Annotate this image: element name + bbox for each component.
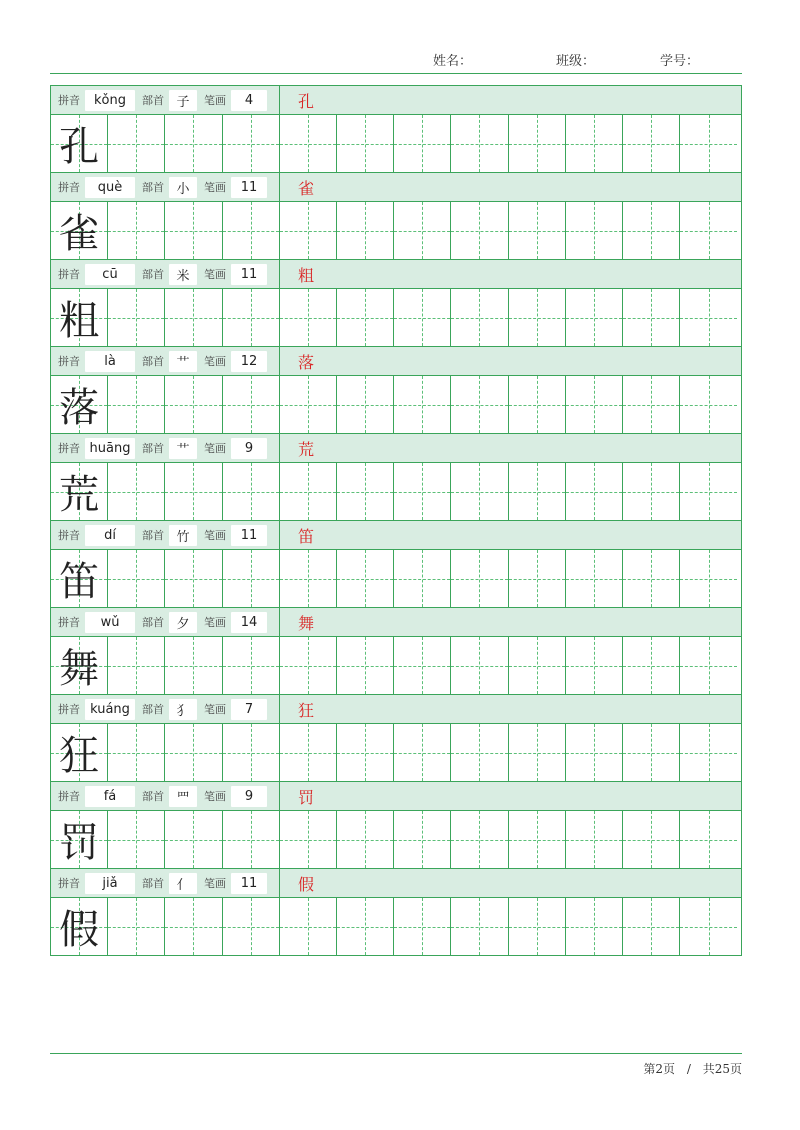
stroke-count-label: 笔画: [204, 442, 226, 455]
info-row: [51, 608, 741, 637]
practice-cell[interactable]: [165, 463, 222, 520]
practice-cell[interactable]: [394, 898, 451, 955]
footer-rule: [50, 1053, 742, 1054]
info-fields: [51, 608, 280, 636]
practice-cell[interactable]: [451, 115, 508, 172]
writing-row: [51, 463, 741, 521]
stroke-order-sequence: [280, 869, 741, 897]
info-row: [51, 173, 741, 202]
stroke-step: [298, 437, 315, 460]
writing-row: [51, 637, 741, 695]
radical-label: 部首: [142, 790, 164, 803]
practice-cell[interactable]: [337, 550, 394, 607]
model-character-cell: [51, 724, 108, 781]
practice-cell[interactable]: [451, 376, 508, 433]
stroke-count-label: 笔画: [204, 94, 226, 107]
practice-cell[interactable]: [165, 637, 222, 694]
stroke-step-text: 雀: [298, 178, 316, 198]
stroke-step: [298, 89, 315, 112]
model-character-cell: [51, 637, 108, 694]
model-character-cell: [51, 289, 108, 346]
practice-cell[interactable]: [223, 115, 280, 172]
stroke-order-sequence: [280, 695, 741, 723]
model-character-cell: [51, 115, 108, 172]
info-fields: [51, 521, 280, 549]
info-fields: [51, 434, 280, 462]
stroke-count-value: 9: [231, 438, 267, 459]
practice-cell[interactable]: [509, 811, 566, 868]
stroke-step: [298, 698, 315, 721]
page-separator: /: [686, 1062, 691, 1076]
stroke-count-value: 9: [231, 786, 267, 807]
practice-cell[interactable]: [623, 289, 680, 346]
character-entry: [51, 869, 741, 956]
pinyin-label: 拼音: [58, 616, 80, 629]
radical-label: 部首: [142, 181, 164, 194]
stroke-step-text: 落: [298, 352, 316, 372]
writing-row: [51, 724, 741, 782]
practice-cell[interactable]: [623, 898, 680, 955]
model-character-cell: [51, 898, 108, 955]
character-entry: [51, 347, 741, 434]
practice-cell[interactable]: [680, 811, 737, 868]
radical-value: 艹: [169, 351, 197, 372]
practice-cell[interactable]: [394, 376, 451, 433]
practice-cell[interactable]: [223, 637, 280, 694]
stroke-step: [298, 263, 315, 286]
practice-cell[interactable]: [623, 463, 680, 520]
info-fields: [51, 260, 280, 288]
practice-cell[interactable]: [509, 550, 566, 607]
page-total: 共25页: [702, 1062, 742, 1076]
info-fields: [51, 86, 280, 114]
practice-cell[interactable]: [566, 463, 623, 520]
radical-value: 犭: [169, 699, 197, 720]
pinyin-value: wǔ: [85, 612, 135, 633]
info-fields: [51, 347, 280, 375]
practice-cell[interactable]: [337, 724, 394, 781]
practice-cell[interactable]: [623, 202, 680, 259]
stroke-count-label: 笔画: [204, 616, 226, 629]
stroke-step: [298, 176, 315, 199]
pinyin-label: 拼音: [58, 268, 80, 281]
pinyin-label: 拼音: [58, 94, 80, 107]
writing-row: [51, 811, 741, 869]
pinyin-value: kǒng: [85, 90, 135, 111]
writing-row: [51, 898, 741, 956]
practice-cell[interactable]: [623, 637, 680, 694]
practice-cell[interactable]: [280, 289, 337, 346]
practice-cell[interactable]: [509, 637, 566, 694]
stroke-count-label: 笔画: [204, 703, 226, 716]
practice-cell[interactable]: [451, 811, 508, 868]
pinyin-label: 拼音: [58, 355, 80, 368]
pinyin-label: 拼音: [58, 790, 80, 803]
practice-cell[interactable]: [394, 550, 451, 607]
stroke-count-value: 11: [231, 873, 267, 894]
model-character-cell: [51, 376, 108, 433]
writing-row: [51, 550, 741, 608]
stroke-step-text: 荒: [298, 439, 316, 459]
stroke-count-label: 笔画: [204, 529, 226, 542]
practice-cell[interactable]: [451, 724, 508, 781]
practice-cell[interactable]: [623, 724, 680, 781]
practice-cell[interactable]: [108, 724, 165, 781]
practice-cell[interactable]: [108, 898, 165, 955]
practice-cell[interactable]: [451, 550, 508, 607]
practice-cell[interactable]: [165, 202, 222, 259]
practice-cell[interactable]: [566, 115, 623, 172]
radical-label: 部首: [142, 442, 164, 455]
practice-cell[interactable]: [566, 811, 623, 868]
practice-cell[interactable]: [108, 115, 165, 172]
practice-cell[interactable]: [337, 376, 394, 433]
info-row: [51, 434, 741, 463]
practice-cell[interactable]: [566, 637, 623, 694]
practice-cell[interactable]: [337, 289, 394, 346]
practice-cell[interactable]: [223, 376, 280, 433]
info-row: [51, 695, 741, 724]
practice-cell[interactable]: [223, 289, 280, 346]
stroke-count-value: 4: [231, 90, 267, 111]
stroke-step: [298, 872, 315, 895]
radical-label: 部首: [142, 355, 164, 368]
radical-label: 部首: [142, 877, 164, 890]
info-row: [51, 521, 741, 550]
practice-cell[interactable]: [394, 463, 451, 520]
practice-cell[interactable]: [394, 637, 451, 694]
character-entry: [51, 86, 741, 173]
stroke-order-sequence: [280, 521, 741, 549]
practice-cell[interactable]: [108, 463, 165, 520]
practice-cell[interactable]: [223, 898, 280, 955]
practice-cell[interactable]: [280, 637, 337, 694]
practice-cell[interactable]: [394, 115, 451, 172]
practice-cell[interactable]: [280, 550, 337, 607]
pinyin-value: jiǎ: [85, 873, 135, 894]
practice-cell[interactable]: [451, 898, 508, 955]
pinyin-label: 拼音: [58, 877, 80, 890]
stroke-count-label: 笔画: [204, 355, 226, 368]
practice-cell[interactable]: [680, 550, 737, 607]
stroke-count-value: 7: [231, 699, 267, 720]
practice-cell[interactable]: [108, 202, 165, 259]
practice-cell[interactable]: [337, 463, 394, 520]
info-row: [51, 782, 741, 811]
practice-cell[interactable]: [337, 811, 394, 868]
model-character: 落: [59, 385, 100, 431]
radical-label: 部首: [142, 529, 164, 542]
practice-cell[interactable]: [566, 550, 623, 607]
model-character: 荒: [59, 472, 100, 518]
practice-cell[interactable]: [451, 637, 508, 694]
stroke-order-sequence: [280, 434, 741, 462]
stroke-count-value: 12: [231, 351, 267, 372]
practice-cell[interactable]: [337, 898, 394, 955]
practice-cell[interactable]: [509, 724, 566, 781]
practice-cell[interactable]: [165, 550, 222, 607]
info-fields: [51, 869, 280, 897]
practice-cell[interactable]: [280, 376, 337, 433]
practice-cell[interactable]: [337, 115, 394, 172]
radical-value: 子: [169, 90, 197, 111]
practice-cell[interactable]: [165, 724, 222, 781]
writing-row: [51, 202, 741, 260]
practice-cell[interactable]: [108, 550, 165, 607]
stroke-step-text: 舞: [298, 613, 316, 633]
stroke-order-sequence: [280, 347, 741, 375]
practice-cell[interactable]: [680, 463, 737, 520]
character-entry: [51, 521, 741, 608]
practice-cell[interactable]: [223, 463, 280, 520]
stroke-count-value: 11: [231, 264, 267, 285]
stroke-step-text: 狂: [298, 700, 316, 720]
character-entry: [51, 608, 741, 695]
character-entry: [51, 260, 741, 347]
practice-cell[interactable]: [223, 550, 280, 607]
stroke-order-sequence: [280, 86, 741, 114]
radical-value: 小: [169, 177, 197, 198]
practice-cell[interactable]: [680, 202, 737, 259]
model-character: 假: [59, 907, 100, 953]
radical-value: 米: [169, 264, 197, 285]
info-row: [51, 347, 741, 376]
info-row: [51, 260, 741, 289]
student-id-label: 学号：: [660, 54, 700, 69]
radical-value: 夕: [169, 612, 197, 633]
practice-cell[interactable]: [623, 550, 680, 607]
practice-cell[interactable]: [680, 289, 737, 346]
practice-cell[interactable]: [509, 463, 566, 520]
pinyin-value: kuáng: [85, 699, 135, 720]
model-character: 舞: [59, 646, 100, 692]
practice-cell[interactable]: [509, 898, 566, 955]
practice-cell[interactable]: [165, 289, 222, 346]
model-character-cell: [51, 550, 108, 607]
model-character: 雀: [59, 211, 100, 257]
model-character: 罚: [59, 820, 100, 866]
pinyin-value: là: [85, 351, 135, 372]
pinyin-value: dí: [85, 525, 135, 546]
practice-cell[interactable]: [280, 811, 337, 868]
practice-cell[interactable]: [680, 637, 737, 694]
stroke-count-label: 笔画: [204, 877, 226, 890]
model-character-cell: [51, 202, 108, 259]
stroke-order-sequence: [280, 260, 741, 288]
practice-cell[interactable]: [509, 115, 566, 172]
stroke-step: [298, 350, 315, 373]
practice-cell[interactable]: [566, 289, 623, 346]
model-character: 孔: [59, 124, 100, 170]
practice-cell[interactable]: [223, 811, 280, 868]
stroke-step: [298, 785, 315, 808]
practice-cell[interactable]: [337, 637, 394, 694]
practice-cell[interactable]: [680, 724, 737, 781]
info-fields: [51, 173, 280, 201]
name-label: 姓名：: [433, 54, 473, 69]
practice-cell[interactable]: [108, 376, 165, 433]
practice-cell[interactable]: [280, 898, 337, 955]
practice-cell[interactable]: [165, 376, 222, 433]
stroke-count-label: 笔画: [204, 790, 226, 803]
stroke-order-sequence: [280, 173, 741, 201]
info-fields: [51, 782, 280, 810]
radical-label: 部首: [142, 268, 164, 281]
character-entry: [51, 434, 741, 521]
info-fields: [51, 695, 280, 723]
stroke-count-value: 11: [231, 525, 267, 546]
page-number: 第2页: [643, 1062, 676, 1076]
practice-cell[interactable]: [451, 463, 508, 520]
practice-cell[interactable]: [451, 289, 508, 346]
class-label: 班级：: [556, 54, 596, 69]
pinyin-value: huāng: [85, 438, 135, 459]
radical-label: 部首: [142, 616, 164, 629]
pinyin-value: què: [85, 177, 135, 198]
stroke-order-sequence: [280, 608, 741, 636]
practice-cell[interactable]: [337, 202, 394, 259]
stroke-count-value: 11: [231, 177, 267, 198]
info-row: [51, 869, 741, 898]
stroke-count-label: 笔画: [204, 181, 226, 194]
pinyin-label: 拼音: [58, 181, 80, 194]
radical-value: 亻: [169, 873, 197, 894]
practice-cell[interactable]: [509, 289, 566, 346]
practice-cell[interactable]: [394, 202, 451, 259]
practice-cell[interactable]: [509, 376, 566, 433]
practice-cell[interactable]: [509, 202, 566, 259]
stroke-step-text: 孔: [298, 91, 316, 111]
practice-cell[interactable]: [394, 811, 451, 868]
practice-cell[interactable]: [394, 724, 451, 781]
pinyin-label: 拼音: [58, 703, 80, 716]
pinyin-label: 拼音: [58, 529, 80, 542]
practice-cell[interactable]: [566, 898, 623, 955]
practice-grid: [50, 85, 742, 956]
character-entry: [51, 173, 741, 260]
pinyin-value: fá: [85, 786, 135, 807]
model-character: 狂: [59, 733, 100, 779]
stroke-step-text: 罚: [298, 787, 316, 807]
practice-cell[interactable]: [680, 115, 737, 172]
practice-cell[interactable]: [623, 811, 680, 868]
stroke-count-label: 笔画: [204, 268, 226, 281]
practice-cell[interactable]: [623, 115, 680, 172]
pinyin-label: 拼音: [58, 442, 80, 455]
stroke-step: [298, 524, 315, 547]
practice-cell[interactable]: [623, 376, 680, 433]
stroke-count-value: 14: [231, 612, 267, 633]
page-footer: [643, 1060, 742, 1077]
practice-cell[interactable]: [108, 289, 165, 346]
radical-label: 部首: [142, 703, 164, 716]
practice-cell[interactable]: [223, 202, 280, 259]
character-entry: [51, 695, 741, 782]
practice-cell[interactable]: [280, 202, 337, 259]
practice-cell[interactable]: [280, 724, 337, 781]
writing-row: [51, 115, 741, 173]
practice-cell[interactable]: [108, 637, 165, 694]
practice-cell[interactable]: [280, 463, 337, 520]
practice-cell[interactable]: [680, 376, 737, 433]
info-row: [51, 86, 741, 115]
stroke-step-text: 假: [298, 874, 316, 894]
practice-cell[interactable]: [451, 202, 508, 259]
radical-value: 竹: [169, 525, 197, 546]
radical-label: 部首: [142, 94, 164, 107]
model-character: 笛: [59, 559, 100, 605]
model-character-cell: [51, 463, 108, 520]
header-rule: [50, 73, 742, 74]
model-character-cell: [51, 811, 108, 868]
practice-cell[interactable]: [108, 811, 165, 868]
practice-cell[interactable]: [566, 202, 623, 259]
practice-cell[interactable]: [394, 289, 451, 346]
stroke-step: [298, 611, 315, 634]
writing-row: [51, 289, 741, 347]
pinyin-value: cū: [85, 264, 135, 285]
practice-cell[interactable]: [280, 115, 337, 172]
practice-cell[interactable]: [223, 724, 280, 781]
model-character: 粗: [59, 298, 100, 344]
writing-row: [51, 376, 741, 434]
stroke-step-text: 粗: [298, 265, 316, 285]
radical-value: 艹: [169, 438, 197, 459]
practice-cell[interactable]: [566, 724, 623, 781]
character-entry: [51, 782, 741, 869]
stroke-order-sequence: [280, 782, 741, 810]
practice-cell[interactable]: [165, 115, 222, 172]
radical-value: 罒: [169, 786, 197, 807]
practice-cell[interactable]: [680, 898, 737, 955]
practice-cell[interactable]: [165, 898, 222, 955]
stroke-step-text: 笛: [298, 526, 316, 546]
practice-cell[interactable]: [165, 811, 222, 868]
practice-cell[interactable]: [566, 376, 623, 433]
